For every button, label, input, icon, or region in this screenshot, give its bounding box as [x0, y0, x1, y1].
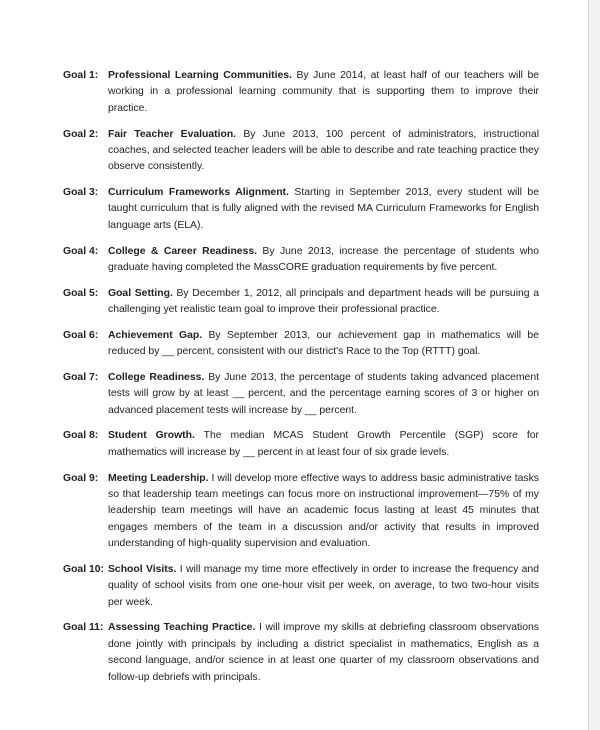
goal-title: Professional Learning Communities. [108, 70, 292, 81]
goal-title: College & Career Readiness. [108, 245, 258, 257]
goal-label: Goal 8: [63, 430, 99, 442]
goal-item [63, 127, 539, 176]
goal-label: Goal 6: [63, 329, 99, 341]
goal-body [108, 471, 539, 553]
goals-list [63, 68, 539, 686]
goal-item [63, 185, 539, 234]
goal-text: I will manage my time more effectively in order to increase the frequency and quality of school visits from one one-hour visit per week, on average, to two two-hour visits per week. [108, 563, 539, 608]
goal-text: Starting in September 2013, every student will be taught curriculum that is fully aligned with the revised MA Curriculum Frameworks for English language arts (ELA). [108, 187, 539, 231]
goal-item [63, 428, 539, 461]
goal-body [108, 428, 539, 461]
goal-label: Goal 3: [63, 187, 99, 199]
goal-text: I will develop more effective ways to address basic administrative tasks so that leadership team meetings can focus more on instructional improvement—75% of my leadership team meetings will have an academic focus lasting at least 45 minutes that engages members of the team in a discussion and/or activity that results in improved understanding of high-quality supervision and evaluation. [108, 472, 539, 550]
goal-title: Curriculum Frameworks Alignment. [108, 187, 289, 199]
goal-text: By June 2014, at least half of our teachers will be working in a professional learning community that is supporting them to improve their practice. [108, 70, 540, 114]
goal-body [108, 562, 539, 611]
goal-body [108, 185, 539, 234]
goal-label: Goal 9: [63, 472, 99, 484]
goal-label: Goal 7: [63, 371, 99, 383]
goal-body [108, 244, 539, 277]
goal-text: By June 2013, 100 percent of administrators, instructional coaches, and selected teacher leaders will be able to describe and rate teaching practice they observe consistently. [108, 128, 539, 173]
goal-text: I will improve my skills at debriefing classroom observations done jointly with principals by including a district specialist in mathematics, English as a second language, and/or science in at least one quarter of my classroom observations and follow-up debriefs with principals. [108, 622, 539, 683]
goal-title: Student Growth. [108, 430, 195, 442]
goal-text: By June 2013, increase the percentage of students who graduate having completed the MassCORE graduation requirements by five percent. [108, 245, 539, 273]
goal-body [108, 328, 539, 361]
goal-title: Goal Setting. [108, 287, 173, 299]
goal-item [63, 370, 539, 419]
goal-title: Achievement Gap. [108, 329, 203, 341]
goal-label: Goal 5: [63, 287, 99, 299]
goal-item [63, 68, 539, 117]
goal-body [108, 68, 539, 117]
goal-title: Fair Teacher Evaluation. [108, 128, 237, 140]
goal-title: Meeting Leadership. [108, 472, 209, 484]
goal-label: Goal 4: [63, 245, 99, 257]
goal-item [63, 286, 539, 319]
goal-label: Goal 10: [63, 563, 104, 575]
goal-text: By June 2013, the percentage of students taking advanced placement tests will grow by at least __ percent, and the percentage earning scores of 3 or higher on advanced placement tests will increase by __ percent. [108, 371, 539, 416]
goal-item [63, 471, 539, 553]
goal-text: By December 1, 2012, all principals and department heads will be pursuing a challenging yet realistic team goal to improve their professional practice. [108, 287, 539, 316]
goal-item [63, 244, 539, 277]
goal-title: College Readiness. [108, 371, 205, 383]
goal-item [63, 562, 539, 611]
goal-text: The median MCAS Student Growth Percentile (SGP) score for mathematics will increase by __ percent in at least four of six grade levels. [108, 430, 539, 458]
goal-body [108, 620, 539, 686]
goal-label: Goal 2: [63, 128, 99, 140]
goal-body [108, 370, 539, 419]
goal-text: By September 2013, our achievement gap in mathematics will be reduced by __ percent, consistent with our district's Race to the Top (RTTT) goal. [108, 329, 539, 358]
goal-title: Assessing Teaching Practice. [108, 622, 256, 634]
goal-item [63, 620, 539, 686]
goal-title: School Visits. [108, 563, 177, 575]
goal-body [108, 286, 539, 319]
goal-item [63, 328, 539, 361]
goal-label: Goal 1: [63, 70, 99, 81]
goal-body [108, 127, 539, 176]
goal-label: Goal 11: [63, 622, 104, 634]
